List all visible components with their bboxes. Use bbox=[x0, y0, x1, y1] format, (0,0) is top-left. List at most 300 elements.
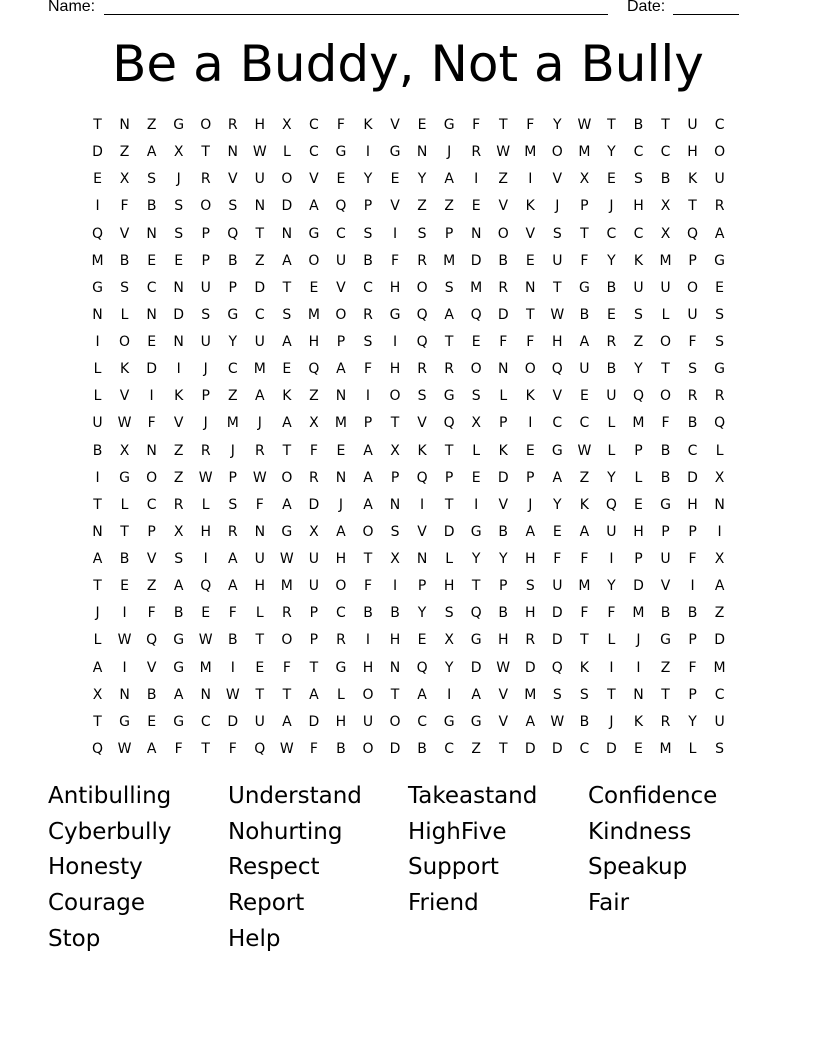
grid-letter[interactable]: A bbox=[363, 469, 373, 486]
grid-letter[interactable]: T bbox=[255, 686, 265, 703]
grid-letter[interactable]: I bbox=[365, 144, 371, 161]
grid-letter[interactable]: H bbox=[335, 713, 347, 730]
grid-letter[interactable]: V bbox=[390, 198, 400, 215]
grid-letter[interactable]: M bbox=[713, 659, 726, 676]
grid-letter[interactable]: N bbox=[146, 306, 157, 323]
grid-letter[interactable]: Q bbox=[335, 198, 347, 215]
grid-letter[interactable]: V bbox=[498, 686, 509, 703]
grid-letter[interactable]: U bbox=[660, 551, 671, 568]
grid-letter[interactable]: W bbox=[577, 117, 592, 134]
grid-letter[interactable]: M bbox=[659, 252, 672, 269]
grid-letter[interactable]: W bbox=[496, 144, 511, 161]
grid-letter[interactable]: F bbox=[580, 252, 589, 269]
grid-letter[interactable]: W bbox=[198, 469, 213, 486]
grid-letter[interactable]: A bbox=[92, 551, 103, 568]
grid-letter[interactable]: T bbox=[444, 334, 454, 351]
grid-letter[interactable]: U bbox=[200, 334, 211, 351]
grid-letter[interactable]: F bbox=[661, 415, 670, 432]
grid-letter[interactable]: R bbox=[281, 605, 292, 622]
grid-letter[interactable]: P bbox=[309, 632, 319, 649]
grid-letter[interactable]: U bbox=[200, 279, 211, 296]
grid-letter[interactable]: O bbox=[200, 198, 212, 215]
grid-letter[interactable]: R bbox=[200, 442, 211, 459]
grid-letter[interactable]: Z bbox=[660, 659, 671, 676]
grid-letter[interactable]: K bbox=[282, 388, 292, 405]
grid-letter[interactable]: Y bbox=[607, 469, 616, 486]
grid-letter[interactable]: Q bbox=[470, 605, 482, 622]
grid-letter[interactable]: W bbox=[550, 713, 565, 730]
grid-letter[interactable]: W bbox=[279, 740, 294, 757]
grid-letter[interactable]: O bbox=[362, 686, 374, 703]
grid-letter[interactable]: D bbox=[443, 523, 455, 540]
grid-letter[interactable]: V bbox=[119, 388, 130, 405]
grid-letter[interactable]: J bbox=[203, 415, 208, 432]
grid-letter[interactable]: F bbox=[282, 659, 291, 676]
grid-letter[interactable]: F bbox=[391, 252, 400, 269]
grid-letter[interactable]: E bbox=[147, 252, 157, 269]
grid-letter[interactable]: J bbox=[95, 605, 100, 622]
grid-letter[interactable]: P bbox=[634, 551, 643, 568]
grid-letter[interactable]: P bbox=[661, 523, 670, 540]
grid-letter[interactable]: R bbox=[687, 388, 698, 405]
grid-letter[interactable]: H bbox=[200, 523, 211, 540]
grid-letter[interactable]: H bbox=[633, 198, 644, 215]
grid-letter[interactable]: Q bbox=[470, 306, 482, 323]
grid-letter[interactable]: T bbox=[282, 442, 292, 459]
grid-letter[interactable]: N bbox=[119, 686, 130, 703]
grid-letter[interactable]: B bbox=[498, 523, 509, 540]
grid-letter[interactable]: C bbox=[714, 117, 725, 134]
grid-letter[interactable]: H bbox=[389, 361, 401, 378]
grid-letter[interactable]: E bbox=[390, 171, 400, 188]
grid-letter[interactable]: N bbox=[281, 225, 293, 242]
grid-letter[interactable]: N bbox=[173, 279, 184, 296]
grid-letter[interactable]: Z bbox=[633, 334, 644, 351]
grid-letter[interactable]: B bbox=[336, 740, 346, 757]
grid-letter[interactable]: E bbox=[634, 740, 643, 757]
grid-letter[interactable]: E bbox=[525, 252, 535, 269]
grid-letter[interactable]: A bbox=[227, 551, 238, 568]
grid-letter[interactable]: L bbox=[120, 496, 129, 513]
grid-letter[interactable]: G bbox=[173, 659, 185, 676]
grid-letter[interactable]: N bbox=[254, 198, 266, 215]
grid-letter[interactable]: R bbox=[444, 361, 454, 378]
grid-letter[interactable]: M bbox=[280, 578, 293, 595]
grid-letter[interactable]: S bbox=[444, 605, 454, 622]
grid-letter[interactable]: B bbox=[92, 442, 103, 459]
grid-letter[interactable]: B bbox=[687, 605, 698, 622]
grid-letter[interactable]: G bbox=[281, 523, 293, 540]
grid-letter[interactable]: I bbox=[528, 171, 533, 188]
grid-letter[interactable]: Y bbox=[607, 252, 616, 269]
grid-letter[interactable]: P bbox=[688, 523, 697, 540]
grid-letter[interactable]: O bbox=[281, 171, 293, 188]
grid-letter[interactable]: B bbox=[227, 252, 238, 269]
grid-letter[interactable]: P bbox=[444, 225, 454, 242]
grid-letter[interactable]: Z bbox=[444, 198, 454, 215]
grid-letter[interactable]: L bbox=[93, 361, 102, 378]
grid-letter[interactable]: S bbox=[634, 306, 643, 323]
grid-letter[interactable]: K bbox=[525, 198, 535, 215]
grid-letter[interactable]: P bbox=[336, 334, 346, 351]
grid-letter[interactable]: D bbox=[281, 198, 293, 215]
grid-letter[interactable]: N bbox=[119, 117, 130, 134]
grid-letter[interactable]: C bbox=[579, 415, 590, 432]
grid-letter[interactable]: G bbox=[335, 659, 347, 676]
grid-letter[interactable]: T bbox=[93, 117, 102, 134]
grid-letter[interactable]: Z bbox=[173, 469, 184, 486]
grid-letter[interactable]: S bbox=[444, 279, 454, 296]
grid-letter[interactable]: Q bbox=[254, 740, 266, 757]
grid-letter[interactable]: F bbox=[688, 659, 697, 676]
grid-letter[interactable]: F bbox=[688, 551, 697, 568]
grid-letter[interactable]: N bbox=[335, 469, 347, 486]
grid-letter[interactable]: W bbox=[198, 632, 213, 649]
grid-letter[interactable]: X bbox=[660, 198, 671, 215]
grid-letter[interactable]: M bbox=[659, 740, 672, 757]
grid-letter[interactable]: S bbox=[120, 279, 130, 296]
grid-letter[interactable]: A bbox=[714, 578, 725, 595]
grid-letter[interactable]: M bbox=[334, 415, 347, 432]
grid-letter[interactable]: L bbox=[255, 605, 264, 622]
grid-letter[interactable]: I bbox=[609, 551, 614, 568]
grid-letter[interactable]: E bbox=[93, 171, 102, 188]
grid-letter[interactable]: U bbox=[660, 279, 671, 296]
grid-letter[interactable]: D bbox=[633, 578, 644, 595]
grid-letter[interactable]: F bbox=[526, 334, 535, 351]
grid-letter[interactable]: A bbox=[92, 659, 103, 676]
grid-letter[interactable]: D bbox=[497, 306, 509, 323]
grid-letter[interactable]: E bbox=[120, 578, 129, 595]
grid-letter[interactable]: K bbox=[417, 442, 427, 459]
grid-letter[interactable]: U bbox=[362, 713, 374, 730]
grid-letter[interactable]: M bbox=[632, 415, 645, 432]
grid-letter[interactable]: I bbox=[203, 551, 208, 568]
grid-letter[interactable]: W bbox=[279, 551, 294, 568]
grid-letter[interactable]: D bbox=[254, 279, 266, 296]
grid-letter[interactable]: A bbox=[444, 306, 454, 323]
grid-letter[interactable]: I bbox=[176, 361, 181, 378]
grid-letter[interactable]: F bbox=[255, 496, 264, 513]
grid-letter[interactable]: G bbox=[92, 279, 103, 296]
grid-letter[interactable]: D bbox=[524, 740, 536, 757]
grid-letter[interactable]: R bbox=[714, 388, 725, 405]
grid-letter[interactable]: N bbox=[254, 523, 266, 540]
grid-letter[interactable]: Y bbox=[498, 551, 508, 568]
grid-letter[interactable]: B bbox=[173, 605, 184, 622]
grid-letter[interactable]: U bbox=[714, 713, 725, 730]
grid-letter[interactable]: P bbox=[688, 252, 697, 269]
grid-letter[interactable]: G bbox=[660, 632, 671, 649]
grid-letter[interactable]: X bbox=[579, 171, 590, 188]
grid-letter[interactable]: D bbox=[497, 469, 509, 486]
grid-letter[interactable]: F bbox=[228, 605, 237, 622]
grid-letter[interactable]: N bbox=[633, 686, 644, 703]
grid-letter[interactable]: G bbox=[308, 225, 320, 242]
grid-letter[interactable]: Q bbox=[416, 469, 428, 486]
grid-letter[interactable]: F bbox=[526, 117, 535, 134]
grid-letter[interactable]: Q bbox=[551, 361, 563, 378]
grid-letter[interactable]: W bbox=[577, 442, 592, 459]
grid-letter[interactable]: O bbox=[389, 713, 401, 730]
grid-letter[interactable]: B bbox=[146, 686, 157, 703]
grid-letter[interactable]: M bbox=[253, 361, 266, 378]
grid-letter[interactable]: U bbox=[92, 415, 103, 432]
grid-letter[interactable]: I bbox=[447, 686, 452, 703]
grid-letter[interactable]: Z bbox=[227, 388, 238, 405]
grid-letter[interactable]: V bbox=[525, 225, 536, 242]
name-blank-line[interactable] bbox=[104, 14, 608, 15]
grid-letter[interactable]: F bbox=[472, 117, 481, 134]
grid-letter[interactable]: O bbox=[119, 334, 131, 351]
grid-letter[interactable]: E bbox=[471, 198, 481, 215]
grid-letter[interactable]: B bbox=[660, 469, 671, 486]
grid-letter[interactable]: Z bbox=[714, 605, 725, 622]
grid-letter[interactable]: B bbox=[606, 361, 617, 378]
grid-letter[interactable]: P bbox=[228, 279, 237, 296]
grid-letter[interactable]: U bbox=[254, 171, 265, 188]
grid-letter[interactable]: E bbox=[417, 117, 427, 134]
grid-letter[interactable]: T bbox=[93, 496, 102, 513]
grid-letter[interactable]: K bbox=[363, 117, 373, 134]
grid-letter[interactable]: M bbox=[226, 415, 239, 432]
grid-letter[interactable]: A bbox=[282, 713, 292, 730]
grid-letter[interactable]: B bbox=[390, 605, 400, 622]
grid-letter[interactable]: Y bbox=[417, 171, 427, 188]
grid-letter[interactable]: X bbox=[471, 415, 481, 432]
grid-letter[interactable]: I bbox=[392, 334, 398, 351]
grid-letter[interactable]: Z bbox=[255, 252, 265, 269]
grid-letter[interactable]: C bbox=[336, 225, 346, 242]
grid-letter[interactable]: N bbox=[389, 496, 401, 513]
grid-letter[interactable]: A bbox=[714, 225, 725, 242]
grid-letter[interactable]: E bbox=[634, 496, 643, 513]
grid-letter[interactable]: E bbox=[606, 171, 616, 188]
grid-letter[interactable]: X bbox=[714, 469, 725, 486]
grid-letter[interactable]: T bbox=[309, 659, 319, 676]
grid-letter[interactable]: V bbox=[227, 171, 238, 188]
grid-letter[interactable]: P bbox=[634, 442, 643, 459]
grid-letter[interactable]: Q bbox=[92, 225, 104, 242]
grid-letter[interactable]: F bbox=[336, 117, 345, 134]
grid-letter[interactable]: T bbox=[201, 740, 210, 757]
grid-letter[interactable]: Y bbox=[471, 551, 481, 568]
grid-letter[interactable]: S bbox=[201, 306, 211, 323]
grid-letter[interactable]: C bbox=[444, 740, 455, 757]
grid-letter[interactable]: L bbox=[607, 632, 616, 649]
grid-letter[interactable]: H bbox=[308, 334, 320, 351]
grid-letter[interactable]: H bbox=[362, 659, 374, 676]
grid-letter[interactable]: B bbox=[633, 117, 644, 134]
grid-letter[interactable]: H bbox=[389, 632, 401, 649]
grid-letter[interactable]: U bbox=[254, 551, 265, 568]
grid-letter[interactable]: J bbox=[447, 144, 452, 161]
grid-letter[interactable]: F bbox=[309, 442, 318, 459]
grid-letter[interactable]: G bbox=[389, 306, 401, 323]
grid-letter[interactable]: P bbox=[526, 469, 535, 486]
grid-letter[interactable]: N bbox=[92, 523, 103, 540]
grid-letter[interactable]: I bbox=[528, 415, 533, 432]
grid-letter[interactable]: E bbox=[471, 334, 481, 351]
grid-letter[interactable]: F bbox=[309, 740, 318, 757]
grid-letter[interactable]: S bbox=[552, 225, 562, 242]
grid-letter[interactable]: E bbox=[552, 523, 562, 540]
grid-letter[interactable]: X bbox=[173, 144, 184, 161]
grid-letter[interactable]: T bbox=[282, 279, 292, 296]
grid-letter[interactable]: E bbox=[525, 442, 535, 459]
grid-letter[interactable]: F bbox=[688, 334, 697, 351]
grid-letter[interactable]: B bbox=[363, 605, 373, 622]
grid-letter[interactable]: R bbox=[606, 334, 617, 351]
grid-letter[interactable]: J bbox=[176, 171, 181, 188]
grid-letter[interactable]: Y bbox=[607, 144, 616, 161]
grid-letter[interactable]: W bbox=[117, 740, 132, 757]
grid-letter[interactable]: H bbox=[335, 551, 347, 568]
grid-letter[interactable]: Z bbox=[417, 198, 427, 215]
grid-letter[interactable]: A bbox=[336, 523, 346, 540]
grid-letter[interactable]: D bbox=[470, 252, 482, 269]
grid-letter[interactable]: A bbox=[146, 144, 157, 161]
grid-letter[interactable]: O bbox=[146, 469, 158, 486]
grid-letter[interactable]: X bbox=[444, 632, 454, 649]
grid-letter[interactable]: K bbox=[119, 361, 130, 378]
grid-letter[interactable]: Y bbox=[634, 361, 643, 378]
grid-letter[interactable]: H bbox=[525, 551, 536, 568]
grid-letter[interactable]: T bbox=[390, 415, 400, 432]
grid-letter[interactable]: N bbox=[146, 442, 157, 459]
grid-letter[interactable]: C bbox=[714, 686, 725, 703]
grid-letter[interactable]: S bbox=[174, 225, 184, 242]
grid-letter[interactable]: B bbox=[498, 252, 509, 269]
grid-letter[interactable]: I bbox=[365, 632, 371, 649]
grid-letter[interactable]: U bbox=[308, 551, 320, 568]
grid-letter[interactable]: M bbox=[524, 686, 537, 703]
grid-letter[interactable]: R bbox=[498, 279, 509, 296]
grid-letter[interactable]: P bbox=[417, 578, 427, 595]
grid-letter[interactable]: T bbox=[498, 740, 508, 757]
grid-letter[interactable]: B bbox=[146, 198, 157, 215]
grid-letter[interactable]: L bbox=[661, 306, 670, 323]
grid-letter[interactable]: S bbox=[552, 686, 562, 703]
grid-letter[interactable]: N bbox=[525, 279, 536, 296]
grid-letter[interactable]: N bbox=[497, 361, 509, 378]
grid-letter[interactable]: O bbox=[470, 361, 482, 378]
grid-letter[interactable]: D bbox=[551, 740, 563, 757]
grid-letter[interactable]: D bbox=[227, 713, 239, 730]
grid-letter[interactable]: L bbox=[120, 306, 129, 323]
grid-letter[interactable]: A bbox=[282, 334, 292, 351]
grid-letter[interactable]: T bbox=[255, 632, 265, 649]
grid-letter[interactable]: F bbox=[363, 578, 373, 595]
grid-letter[interactable]: T bbox=[444, 442, 454, 459]
grid-letter[interactable]: C bbox=[660, 144, 671, 161]
grid-letter[interactable]: J bbox=[555, 198, 560, 215]
grid-letter[interactable]: A bbox=[309, 198, 319, 215]
grid-letter[interactable]: H bbox=[687, 144, 698, 161]
grid-letter[interactable]: P bbox=[580, 198, 589, 215]
grid-letter[interactable]: Q bbox=[632, 388, 644, 405]
grid-letter[interactable]: U bbox=[714, 171, 725, 188]
grid-letter[interactable]: V bbox=[146, 551, 157, 568]
grid-letter[interactable]: C bbox=[146, 279, 157, 296]
grid-letter[interactable]: U bbox=[254, 334, 265, 351]
grid-letter[interactable]: T bbox=[580, 632, 589, 649]
grid-letter[interactable]: H bbox=[254, 117, 266, 134]
grid-letter[interactable]: T bbox=[661, 686, 670, 703]
grid-letter[interactable]: B bbox=[498, 605, 509, 622]
grid-letter[interactable]: I bbox=[690, 578, 695, 595]
grid-letter[interactable]: L bbox=[499, 388, 508, 405]
grid-letter[interactable]: N bbox=[227, 144, 238, 161]
grid-letter[interactable]: A bbox=[309, 686, 319, 703]
grid-letter[interactable]: B bbox=[363, 252, 373, 269]
grid-letter[interactable]: F bbox=[363, 361, 373, 378]
grid-letter[interactable]: P bbox=[147, 523, 156, 540]
grid-letter[interactable]: C bbox=[146, 496, 157, 513]
grid-letter[interactable]: E bbox=[336, 442, 346, 459]
grid-letter[interactable]: Q bbox=[687, 225, 699, 242]
grid-letter[interactable]: T bbox=[553, 279, 562, 296]
grid-letter[interactable]: I bbox=[95, 469, 100, 486]
grid-letter[interactable]: Y bbox=[444, 659, 454, 676]
grid-letter[interactable]: E bbox=[715, 279, 725, 296]
grid-letter[interactable]: K bbox=[633, 252, 644, 269]
grid-letter[interactable]: E bbox=[417, 632, 427, 649]
grid-letter[interactable]: V bbox=[417, 415, 427, 432]
grid-letter[interactable]: M bbox=[632, 605, 645, 622]
grid-letter[interactable]: V bbox=[173, 415, 184, 432]
grid-letter[interactable]: E bbox=[147, 713, 157, 730]
grid-letter[interactable]: I bbox=[636, 659, 641, 676]
grid-letter[interactable]: W bbox=[550, 306, 565, 323]
grid-letter[interactable]: L bbox=[93, 388, 102, 405]
grid-letter[interactable]: C bbox=[336, 605, 346, 622]
grid-letter[interactable]: R bbox=[525, 632, 536, 649]
grid-letter[interactable]: L bbox=[282, 144, 291, 161]
grid-letter[interactable]: L bbox=[688, 740, 697, 757]
grid-letter[interactable]: P bbox=[499, 578, 508, 595]
grid-letter[interactable]: T bbox=[607, 686, 616, 703]
grid-letter[interactable]: I bbox=[474, 496, 479, 513]
grid-letter[interactable]: V bbox=[498, 713, 509, 730]
grid-letter[interactable]: D bbox=[389, 740, 401, 757]
grid-letter[interactable]: G bbox=[714, 361, 726, 378]
grid-letter[interactable]: Q bbox=[416, 659, 428, 676]
grid-letter[interactable]: L bbox=[634, 469, 643, 486]
grid-letter[interactable]: M bbox=[578, 578, 591, 595]
grid-letter[interactable]: R bbox=[200, 171, 211, 188]
grid-letter[interactable]: D bbox=[606, 740, 617, 757]
grid-letter[interactable]: I bbox=[122, 605, 127, 622]
grid-letter[interactable]: O bbox=[551, 144, 563, 161]
grid-letter[interactable]: I bbox=[230, 659, 235, 676]
grid-letter[interactable]: R bbox=[254, 442, 265, 459]
grid-letter[interactable]: B bbox=[579, 713, 590, 730]
grid-letter[interactable]: O bbox=[362, 523, 374, 540]
grid-letter[interactable]: C bbox=[254, 306, 265, 323]
grid-letter[interactable]: O bbox=[659, 334, 672, 351]
grid-letter[interactable]: O bbox=[335, 578, 347, 595]
grid-letter[interactable]: E bbox=[174, 252, 184, 269]
grid-letter[interactable]: V bbox=[336, 279, 346, 296]
grid-letter[interactable]: X bbox=[92, 686, 103, 703]
grid-letter[interactable]: E bbox=[579, 388, 589, 405]
grid-letter[interactable]: T bbox=[498, 117, 508, 134]
grid-letter[interactable]: A bbox=[336, 361, 346, 378]
grid-letter[interactable]: J bbox=[636, 632, 641, 649]
grid-letter[interactable]: F bbox=[580, 605, 589, 622]
grid-letter[interactable]: G bbox=[660, 496, 671, 513]
